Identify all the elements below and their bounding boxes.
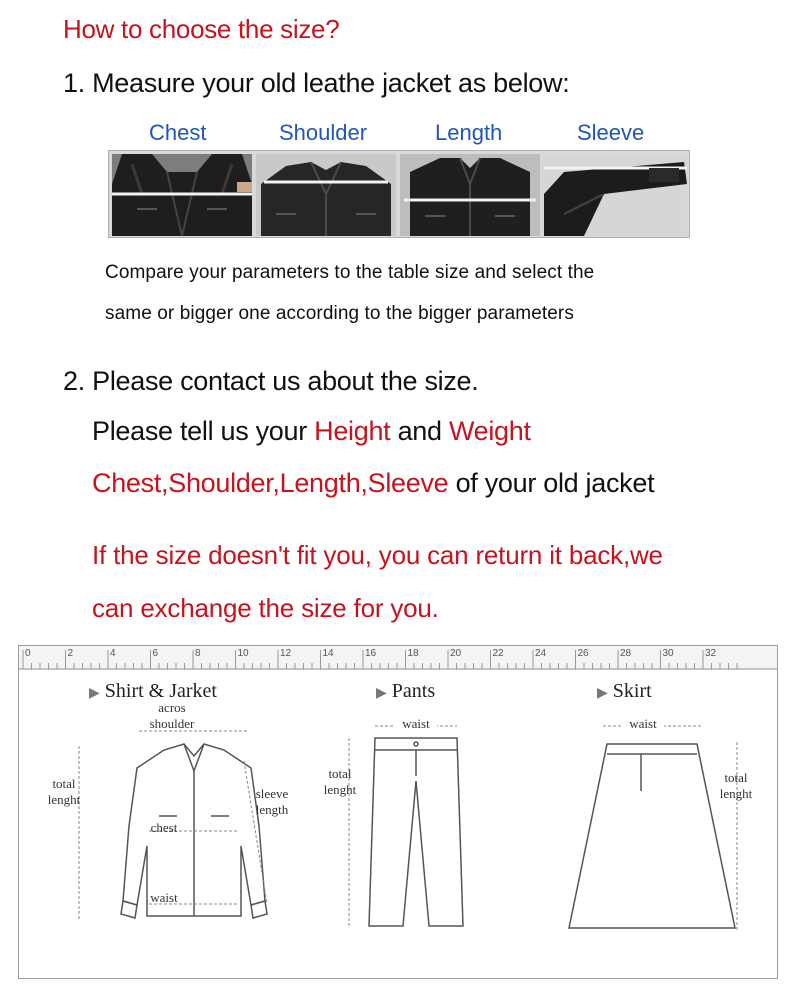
ruler-number: 4 (110, 648, 116, 659)
ruler-number: 30 (662, 648, 674, 659)
height-word: Height (314, 416, 391, 446)
and-word: and (397, 416, 442, 446)
compare-note-line2: same or bigger one according to the bigger parameters (105, 303, 574, 324)
pants-measure-lines (349, 726, 457, 928)
sleeve-length-label (247, 786, 297, 818)
shirt-waist-label: waist (150, 890, 178, 905)
step2-heading: 2. Please contact us about the size. (63, 366, 479, 396)
skirt-total-line1: total (724, 770, 748, 785)
ruler-number: 22 (492, 648, 504, 659)
ruler-number: 10 (237, 648, 249, 659)
ruler-number: 12 (280, 648, 292, 659)
ruler-number: 16 (365, 648, 377, 659)
ruler-number: 28 (620, 648, 632, 659)
skirt-drawing (569, 744, 735, 928)
pants-total-length-label (317, 766, 363, 798)
ruler-number: 6 (152, 648, 159, 659)
ruler-number: 20 (450, 648, 462, 659)
skirt-heading-label: Skirt (612, 680, 652, 702)
ruler-number: 18 (407, 648, 419, 659)
ruler-number: 0 (25, 648, 31, 659)
size-chart (18, 645, 778, 979)
chest-label: chest (150, 820, 178, 835)
sleeve-line1: sleeve (255, 786, 289, 801)
skirt-total-line2: lenght (719, 786, 753, 801)
shirt-total-length-label (41, 776, 87, 808)
length-photo (400, 154, 540, 236)
pants-waist-label: waist (395, 716, 437, 732)
measurements-line (92, 468, 654, 499)
across-shoulder-line2: shoulder (149, 716, 195, 731)
label-sleeve: Sleeve (577, 120, 645, 145)
chest-photo (112, 154, 252, 236)
pants-heading-label: Pants (391, 680, 436, 702)
measurements-suffix: of your old jacket (455, 468, 655, 498)
skirt-waist-label: waist (622, 716, 664, 732)
garment-drawings (19, 646, 777, 978)
shoulder-photo (256, 154, 396, 236)
compare-note-line1: Compare your parameters to the table size and select the (105, 262, 595, 283)
label-length: Length (435, 120, 503, 145)
label-shoulder: Shoulder (279, 120, 368, 145)
pants-total-line2: lenght (323, 782, 357, 797)
ruler-number: 14 (322, 648, 334, 659)
ruler-number: 2 (67, 648, 74, 659)
return-notice-line2: can exchange the size for you. (92, 593, 439, 623)
arrow-icon: ▶ (597, 686, 608, 701)
weight-word: Weight (448, 416, 531, 446)
step1-heading: 1. Measure your old leathe jacket as below: (63, 68, 570, 98)
ruler-number: 26 (577, 648, 589, 659)
return-notice-line1: If the size doesn't fit you, you can return it back,we (92, 540, 663, 570)
tell-us-line (92, 416, 531, 447)
shirt-total-line2: lenght (47, 792, 81, 807)
label-chest: Chest (149, 120, 207, 145)
sleeve-line2: length (255, 802, 289, 817)
across-shoulder-label (139, 700, 205, 732)
pants-drawing (369, 738, 463, 926)
arrow-icon: ▶ (89, 686, 100, 701)
sleeve-photo (544, 154, 687, 236)
skirt-measure-lines (603, 726, 737, 930)
shirt-total-line1: total (52, 776, 76, 791)
across-shoulder-line1: acros (158, 700, 186, 715)
tell-us-prefix: Please tell us your (92, 416, 307, 446)
page-title: How to choose the size? (63, 14, 340, 44)
shirt-heading-label: Shirt & Jarket (104, 680, 217, 702)
arrow-icon: ▶ (376, 686, 387, 701)
ruler-number: 8 (195, 648, 201, 659)
measurements-list: Chest,Shoulder,Length,Sleeve (92, 468, 449, 498)
measurement-photos (108, 150, 690, 238)
ruler-number: 32 (705, 648, 717, 659)
pants-total-line1: total (328, 766, 352, 781)
ruler-number: 24 (535, 648, 547, 659)
skirt-total-length-label (713, 770, 759, 802)
